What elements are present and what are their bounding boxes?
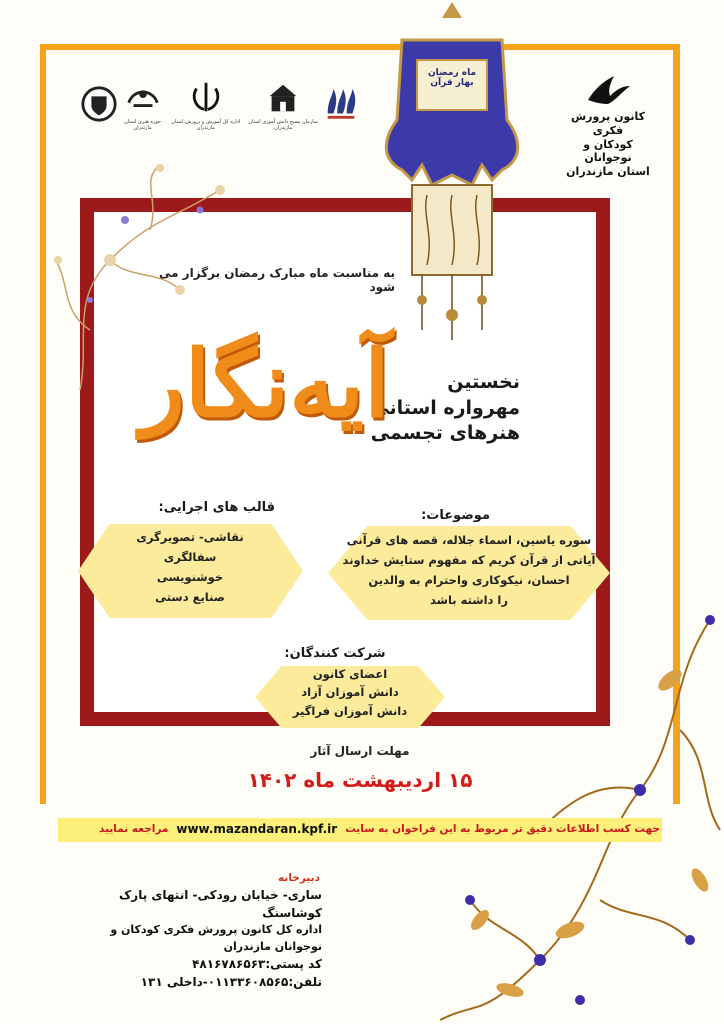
festival-name: آیه‌نگار	[140, 330, 390, 438]
website-link[interactable]: www.mazandaran.kpf.ir	[176, 822, 338, 836]
kanoon-line-3: استان مازندران	[566, 165, 650, 178]
address-line: اداره کل کانون پرورش فکری کودکان و نوجوانان مازندران	[110, 923, 322, 953]
partner-logo-4: سازمان بسیج دانش آموزی استان مازندران	[244, 70, 322, 140]
partner-logo-2: حوزه هنری استان مازندران	[118, 70, 167, 140]
postal-code: کد پستی:۴۸۱۶۷۸۶۵۶۳	[192, 957, 322, 971]
info-prefix: جهت کسب اطلاعات دقیق تر مربوط به این فراخوان به سایت	[345, 823, 660, 835]
deadline-date: ۱۵ اردیبهشت ماه ۱۴۰۲	[247, 768, 473, 792]
format-item: سفالگری	[163, 550, 217, 565]
flame-logo-icon	[322, 85, 360, 123]
kanoon-bird-icon	[584, 70, 632, 106]
partner-logo-1	[80, 70, 118, 140]
participants-list	[280, 665, 420, 720]
deadline-label: مهلت ارسال آثار	[310, 744, 410, 758]
topic-line: آیاتی از قرآن کریم که مفهوم ستایش خداوند	[342, 553, 596, 568]
kanoon-line-1: کانون پرورش فکری	[570, 110, 646, 137]
kanoon-logo	[558, 70, 658, 179]
format-item: صنایع دستی	[155, 590, 225, 605]
hozeh-honari-icon	[124, 79, 162, 117]
shield-emblem-icon	[80, 85, 118, 123]
emblem-text: ماه رمضان بهار قرآن	[427, 68, 477, 88]
school-building-icon	[264, 79, 302, 117]
format-item: نقاشی- تصویرگری	[136, 530, 244, 544]
secretariat-address	[60, 886, 322, 991]
format-item: خوشنویسی	[156, 570, 224, 585]
partner-logos	[80, 70, 360, 140]
secretariat-label: دبیرخانه	[278, 872, 320, 884]
partner-logo-5	[322, 70, 360, 140]
formats-heading: قالب های اجرایی:	[158, 500, 275, 515]
formats-list	[110, 527, 270, 608]
info-strip-content	[62, 822, 660, 836]
participant-item: اعضای کانون	[312, 667, 388, 681]
address-line: ساری- خیابان رودکی- انتهای پارک کوشاسنگ	[119, 888, 322, 920]
phone-number: تلفن:۰۱۱۳۳۶۰۸۵۶۵-داخلی ۱۳۱	[140, 975, 322, 989]
hamsa-emblem	[372, 0, 532, 352]
participants-heading: شرکت کنندگان:	[284, 646, 386, 661]
occasion-text: به مناسبت ماه مبارک رمضان برگزار می شود	[158, 266, 395, 294]
title-line-3: هنرهای تجسمی	[370, 422, 520, 445]
participant-item: دانش آموزان آزاد	[301, 685, 399, 700]
info-suffix: مراجعه نمایید	[99, 823, 169, 835]
topic-line: را داشته باشد	[430, 593, 508, 608]
topic-line: احسان، نیکوکاری واحترام به والدین	[368, 573, 570, 588]
partner-logo-3: اداره کل آموزش و پرورش استان مازندران	[167, 70, 244, 140]
kanoon-line-2: کودکان و نوجوانان	[583, 137, 633, 165]
topics-list	[340, 530, 598, 611]
iran-emblem-icon	[187, 79, 225, 117]
participant-item: دانش آموزان فراگیر	[292, 703, 408, 718]
topics-heading: موضوعات:	[421, 508, 490, 523]
title-line-2: مهرواره استانی	[370, 396, 520, 419]
topic-line: سوره یاسین، اسماء جلاله، قصه های قرآنی	[346, 533, 592, 547]
right-floral-decoration	[420, 600, 724, 1024]
title-line-1: نخستین	[447, 371, 520, 393]
